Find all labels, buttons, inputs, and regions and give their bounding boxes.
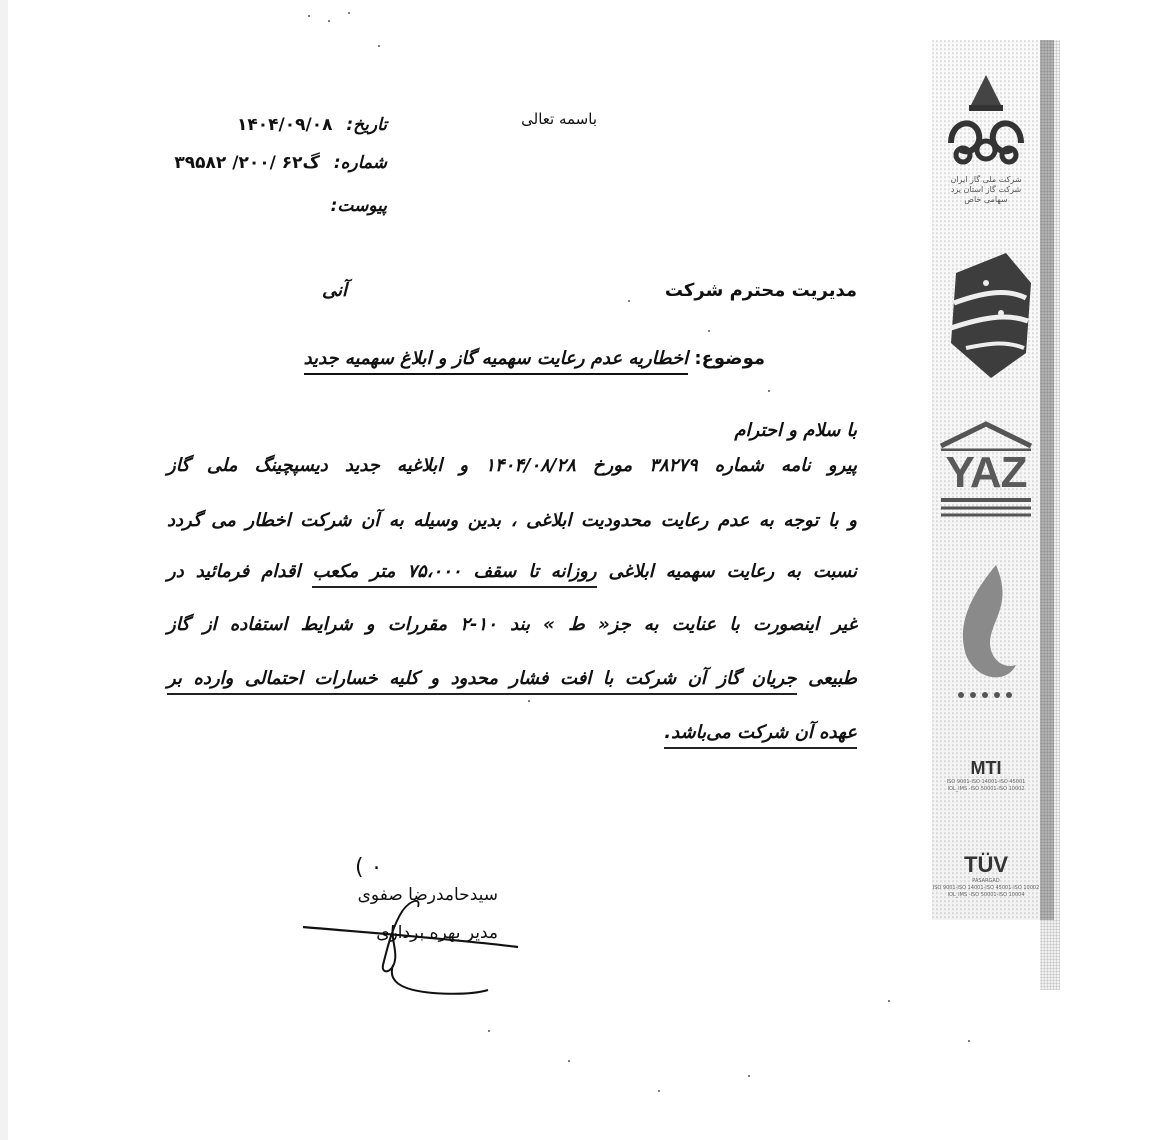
body-line-5-pre: طبیعی bbox=[796, 668, 857, 689]
subject-text: اخطاریه عدم رعایت سهمیه گاز و ابلاغ سهمیه جدید bbox=[304, 348, 689, 375]
date-label: تاریخ: bbox=[346, 115, 387, 135]
tuv-cert-line-2: IOL_IMS -ISO 50001-ISO 10004 bbox=[947, 891, 1025, 898]
nioc-caption-2: شرکت گاز استان یزد bbox=[950, 185, 1022, 194]
signature-mark: ( ٠ bbox=[355, 855, 383, 880]
yaz-text: YAZ bbox=[945, 448, 1027, 497]
body-line-3-post: اقدام فرمائید در bbox=[167, 561, 313, 582]
mti-cert-line-1: ISO 9001-ISO 14001-ISO 45001 bbox=[946, 778, 1026, 785]
scan-noise-band bbox=[1040, 40, 1060, 990]
tuv-text: TÜV bbox=[964, 851, 1008, 877]
base-lines-icon bbox=[936, 495, 1036, 519]
signatory-title: مدیر بهره برداری bbox=[376, 923, 498, 943]
date-value: ۱۴۰۴/۰۹/۰۸ bbox=[237, 115, 333, 135]
letter-page bbox=[8, 0, 1157, 1140]
responsibility-underlined: عهده آن شرکت می‌باشد. bbox=[664, 722, 857, 749]
heritage-logo bbox=[932, 235, 1040, 390]
scan-speck bbox=[568, 1060, 570, 1062]
scan-speck bbox=[658, 1090, 660, 1092]
handwritten-signature-icon bbox=[293, 855, 543, 995]
gas-company-emblem-icon bbox=[941, 65, 1031, 175]
body-line-2: و با توجه به عدم رعایت محدودیت ابلاغی ، بدین وسیله به آن شرکت اخطار می گردد bbox=[167, 510, 857, 531]
quota-underlined: روزانه تا سقف ۷۵،۰۰۰ متر مکعب bbox=[312, 561, 596, 588]
scan-speck bbox=[308, 15, 310, 17]
scan-speck bbox=[768, 390, 770, 392]
nioc-logo bbox=[932, 50, 1040, 220]
scan-speck bbox=[888, 1000, 890, 1002]
scan-speck bbox=[628, 300, 630, 302]
recipient-company: آنی bbox=[321, 280, 347, 301]
subject-line bbox=[304, 348, 765, 369]
attachment-label: پیوست: bbox=[330, 196, 387, 216]
body-line-1: پیرو نامه شماره ۳۸۲۷۹ مورخ ۱۴۰۴/۰۸/۲۸ و ابلاغیه جدید دیسپچینگ ملی گاز bbox=[167, 455, 857, 476]
letter-number-row bbox=[174, 153, 387, 173]
date-row bbox=[237, 115, 387, 135]
tuv-cert-line-1: ISO 9001-ISO 14001-ISO 45001-ISO 10002 bbox=[932, 884, 1040, 891]
body-line-3-pre: نسبت به رعایت سهمیه ابلاغی bbox=[596, 561, 857, 582]
nioc-caption-1: شرکت ملی گاز ایران bbox=[950, 175, 1022, 184]
roof-icon bbox=[936, 421, 1036, 451]
tuv-subtitle: PASARGAD bbox=[972, 877, 1000, 884]
letter-number-value: گ۶۲ /۲۰۰/ ۳۹۵۸۲ bbox=[174, 153, 320, 173]
scan-speck bbox=[528, 700, 530, 702]
greeting: با سلام و احترام bbox=[734, 420, 857, 441]
body-line-5 bbox=[167, 668, 857, 689]
scan-speck bbox=[748, 1075, 750, 1077]
scan-speck bbox=[378, 45, 380, 47]
scan-speck bbox=[708, 330, 710, 332]
yaz-logo bbox=[932, 395, 1040, 545]
nioc-caption-3: سهامی خاص bbox=[964, 195, 1008, 204]
bismillah-heading: باسمه تعالی bbox=[521, 110, 597, 128]
recipient-salutation: مدیریت محترم شرکت bbox=[664, 280, 857, 301]
signatory-name: سیدحامدرضا صفوی bbox=[357, 885, 498, 905]
flame-emblem-icon bbox=[941, 555, 1031, 705]
body-line-3 bbox=[167, 561, 857, 582]
page-left-margin bbox=[0, 0, 8, 1140]
scan-speck bbox=[968, 1040, 970, 1042]
letterhead-logo-strip bbox=[932, 40, 1054, 920]
flame-logo bbox=[932, 550, 1040, 710]
signature-block bbox=[293, 855, 543, 995]
scan-speck bbox=[488, 1030, 490, 1032]
mti-certification-logo bbox=[932, 740, 1040, 810]
letter-number-label: شماره: bbox=[333, 153, 387, 173]
penalty-underlined: جریان گاز آن شرکت با افت فشار محدود و کلیه خسارات احتمالی وارده بر bbox=[167, 668, 797, 695]
subject-label: موضوع: bbox=[694, 348, 765, 369]
scan-speck bbox=[348, 12, 350, 14]
mti-cert-line-2: IOL_IMS -ISO 50001-ISO 10002 bbox=[947, 785, 1025, 792]
calligraphy-emblem-icon bbox=[936, 243, 1036, 383]
body-line-6 bbox=[664, 722, 857, 743]
body-line-4: غیر اینصورت با عنایت به جز« ط » بند ۱۰-۲ مقررات و شرایط استفاده از گاز bbox=[167, 614, 858, 635]
tuv-certification-logo bbox=[932, 830, 1040, 920]
attachment-row bbox=[323, 196, 387, 216]
mti-text: MTI bbox=[970, 757, 1002, 778]
scan-speck bbox=[328, 20, 330, 22]
